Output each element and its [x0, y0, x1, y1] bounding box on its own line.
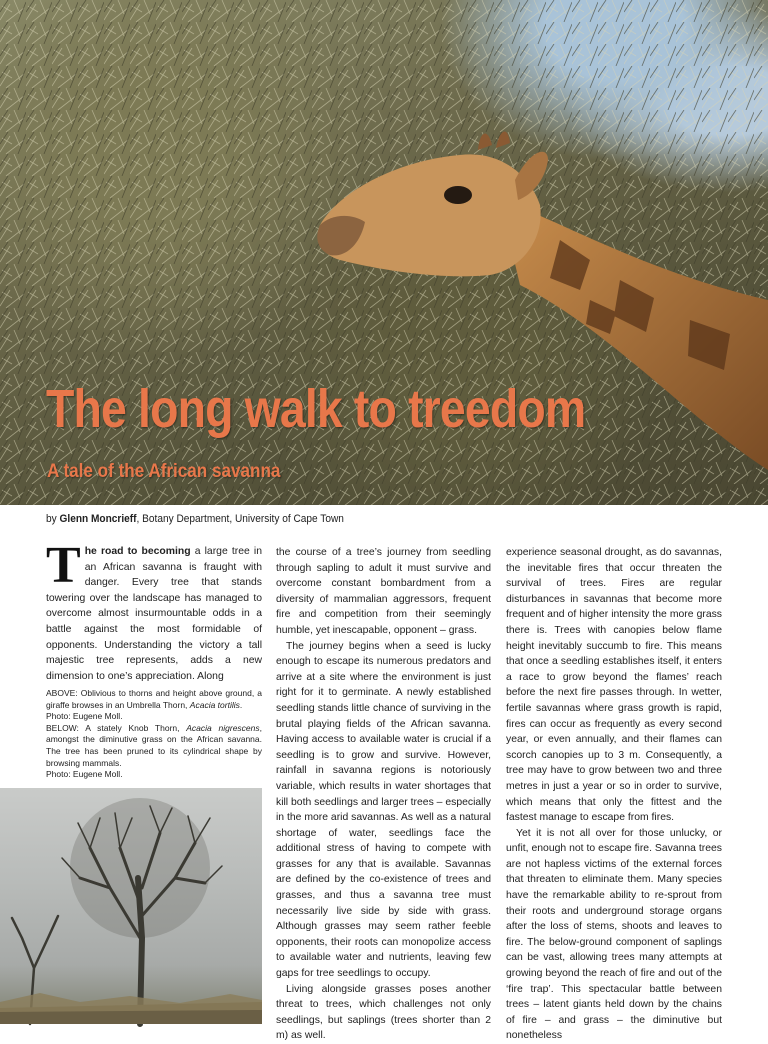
intro-paragraph [46, 537, 262, 684]
column-1 [46, 537, 262, 682]
column-2-paragraph-1: the course of a tree’s journey from seedling through sapling to adult it must survive and overcome constant bombardment from a diversity of mammalian aggressors, frequent fire and competition from their seemingly humble, yet inescapable, opponent – grass. [276, 547, 491, 636]
caption-below-end: , amongst the diminutive grass on the African savanna. The tree has been pruned to its cylindrical shape by browsing mammals. [46, 722, 262, 768]
caption-below-text: BELOW: A stately Knob Thorn, [46, 722, 187, 733]
drop-cap: T [46, 537, 81, 594]
tree-photo [0, 788, 262, 1024]
column-2 [276, 545, 491, 1042]
caption-below-species: Acacia nigrescens [186, 722, 260, 733]
lead-in: he road to becoming [84, 546, 191, 557]
byline [46, 513, 344, 525]
caption-above-end: . [239, 699, 243, 710]
tree-illustration [0, 788, 262, 1024]
caption-above [46, 688, 262, 711]
author-affiliation: , Botany Department, University of Cape Town [136, 513, 344, 525]
column-3-paragraph-2: Yet it is not all over for those unlucky, or unfit, enough not to escape fire. Savanna trees are not hapless victims of the external forces that threaten to eliminate them. Many species have the remarkable ability to re-sprout from their roots and underground storage organs after the loss of stems, shoots and leaves to fire. The below-ground component of saplings can be vast, allowing trees many attempts at growing beyond the reach of fire and out of the ‘fire trap’. This spectacular battle between trees – latent giants held down by the chains of fire – and grass – the diminutive but nonetheless [506, 827, 722, 1042]
photo-captions [46, 688, 262, 781]
column-2-paragraph-2: The journey begins when a seed is lucky enough to escape its numerous predators and arrive at a site where the environment is just right for it to germinate. A newly established seedling stands little chance of surviving in the brutal playing fields of the African savanna. Having access to available water is crucial if a seedling is to grow and survive. However, rainfall in savanna regions is notoriously variable, which results in water shortages that kill both seedlings and larger trees – especially in the more arid savannas. As well as a natural shortage of water, seedlings face the additional stress of having to compete with grasses for any that is available. Savannas are defined by the co-existence of trees and grasses, and thus a savanna tree must necessarily live side by side with grass. Although grasses may seem rather feeble opponents, their roots can monopolize access to available water and nutrients, leaving few gaps for tree seedlings to occupy. [276, 640, 491, 980]
article-subtitle: A tale of the African savanna [47, 461, 281, 482]
column-3-paragraph-1: experience seasonal drought, as do savannas, the inevitable fires that occur threaten the survival of trees. Fires are regular disturbances in savannas that become more frequent and of higher intensity the more grass there is. Trees with canopies below flame height inevitably succumb to fire. This means that once a seedling establishes itself, it enters a race to grow beyond the flames’ reach before the next fire passes through. In wetter, fertile savannas where grass growth is rapid, fires can occur as frequently as every second year, or even annually, and their flames can scorch canopies up to 3 m. Consequently, a tree may have to grow between two and three metres in just a year or so in order to survive, which means that only the fittest and the fastest manage to escape from fires. [506, 547, 722, 824]
caption-above-species: Acacia tortilis [189, 699, 240, 710]
column-2-paragraph-3: Living alongside grasses poses another threat to trees, which challenges not only seedlings, but saplings (trees shorter than 2 m) as well. [276, 983, 491, 1042]
intro-text: a large tree in an African savanna is fraught with danger. Every tree that stands towering over the landscape has managed to overcome almost insurmountable odds in a battle against the most formidable of opponents. Understanding the victory a tall majestic tree represents, adds a new dimension to one’s appreciation. Along [46, 546, 262, 682]
author-name: Glenn Moncrieff [59, 513, 137, 525]
byline-prefix: by [46, 513, 60, 525]
caption-below [46, 723, 262, 769]
caption-above-credit: Photo: Eugene Moll. [46, 711, 123, 722]
article-title: The long walk to treedom [46, 379, 586, 439]
caption-below-credit: Photo: Eugene Moll. [46, 769, 123, 780]
caption-above-text: ABOVE: Oblivious to thorns and height above ground, a giraffe browses in an Umbrella Thorn, [46, 688, 262, 710]
column-3 [506, 545, 722, 1042]
hero-photo [0, 0, 768, 505]
